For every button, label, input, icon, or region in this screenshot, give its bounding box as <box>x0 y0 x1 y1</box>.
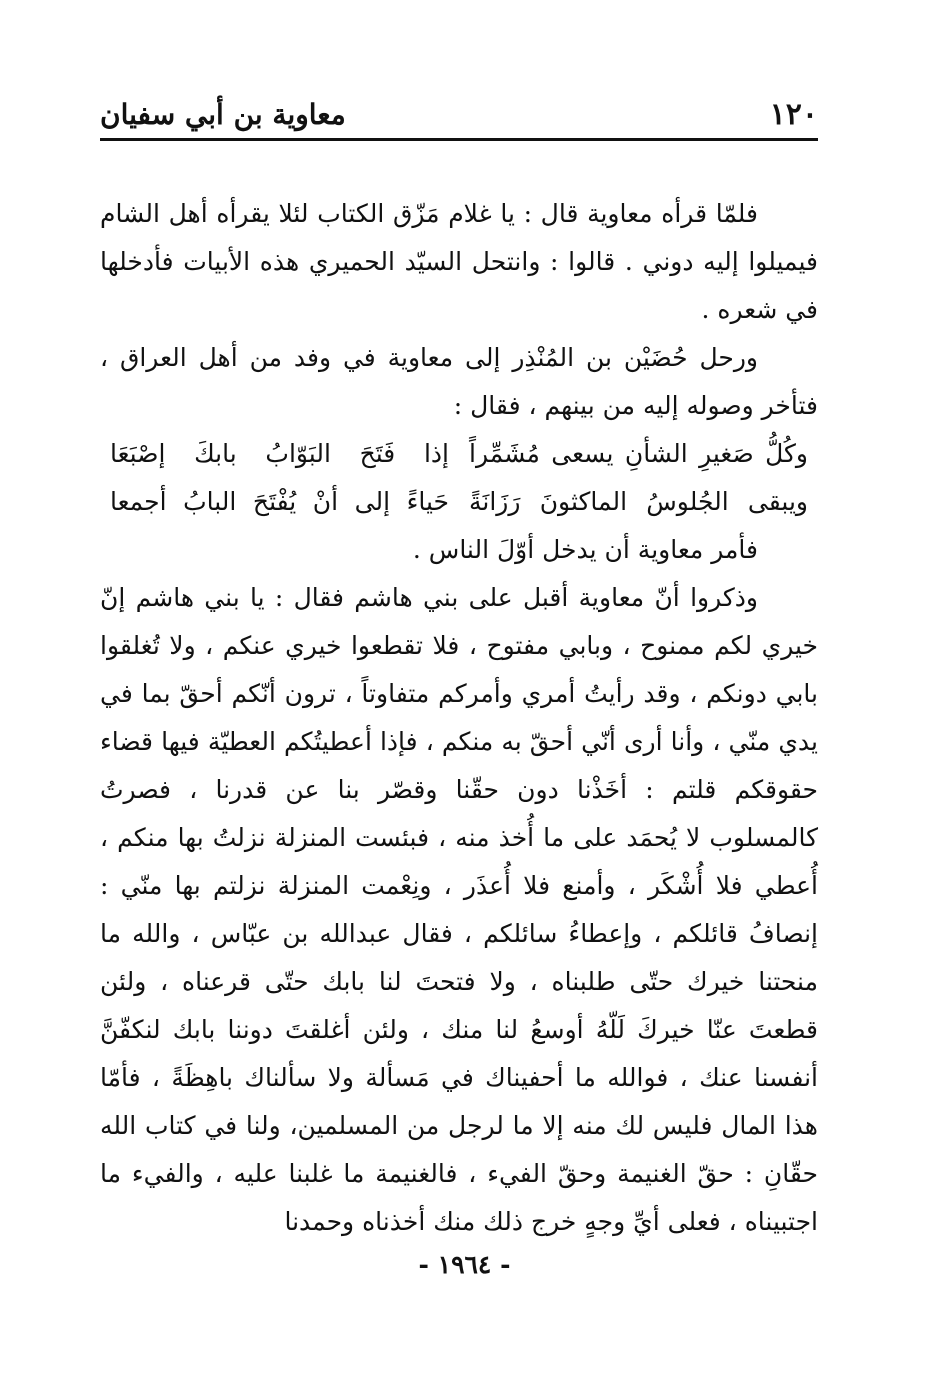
verse-line-2 <box>100 478 818 526</box>
paragraph-2: ورحل حُضَيْن بن المُنْذِر إلى معاوية في وفد من أهل العراق ، فتأخر وصوله إليه من بينهم ، فقال : <box>100 343 818 420</box>
verse-line-1 <box>100 430 818 478</box>
verse-1-first-hemistich: وكُلُّ صَغيرِ الشأنِ يسعى مُشَمِّراً <box>469 439 808 468</box>
main-text <box>100 190 818 1246</box>
page-header <box>100 92 818 136</box>
verse-1-second-hemistich: إذا فَتَحَ البَوّابُ بابكَ إصْبَعَا <box>110 439 449 468</box>
paragraph-1: فلمّا قرأه معاوية قال : يا غلام مَزّق الكتاب لئلا يقرأه أهل الشام فيميلوا إليه دوني . قالوا : وانتحل السيّد الحميري هذه الأبيات فأدخلها في شعره . <box>100 199 818 324</box>
paragraph-4: وذكروا أنّ معاوية أقبل على بني هاشم فقال : يا بني هاشم إنّ خيري لكم ممنوح ، وبابي مفتوح ، فلا تقطعوا خيري عنكم ، ولا تُغلقوا بابي دونكم ، وقد رأيتُ أمري وأمركم متفاوتاً ، ترون أنّكم أحقّ بما في يدي منّي ، وأنا أرى أنّي أحقّ به منكم ، فإذا أعطيتُكم العطيّة فيها قضاء حقوقكم قلتم : أخَذْنا دون حقّنا وقصّر بنا عن قدرنا ، فصرتُ كالمسلوب لا يُحمَد على ما أُخذ منه ، فبئست المنزلة نزلتُ بها منكم ، أُعطي فلا أُشْكَر ، وأمنع فلا أُعذَر ، ونِعْمت المنزلة نزلتم بها منّي : إنصافُ قائلكم ، وإعطاءُ سائلكم ، فقال عبدالله بن عبّاس ، والله ما منحتنا خيرك حتّى طلبناه ، ولا فتحتَ لنا بابك حتّى قرعناه ، ولئن قطعتَ عنّا خيركَ لَلّهُ أوسعُ لنا منك ، ولئن أغلقتَ دوننا بابك لنكفّنَّ أنفسنا عنك ، فوالله ما أحفيناك في مَسألة ولا سألناك باهِظَةً ، فأمّا هذا المال فليس لك منه إلا ما لرجل من المسلمين، ولنا في كتاب الله حقّانِ : حقّ الغنيمة وحقّ الفيء ، فالغنيمة ما غلبنا عليه ، والفيء ما اجتبيناه ، فعلى أيِّ وجهٍ خرج ذلك منك أخذناه وحمدنا <box>100 583 818 1236</box>
paragraph-3: فأمر معاوية أن يدخل أوّلَ الناس . <box>412 535 758 564</box>
page-footer-number: - ١٩٦٤ - <box>418 1250 511 1279</box>
running-title: معاوية بن أبي سفيان <box>100 97 346 131</box>
header-rule <box>100 138 818 141</box>
verse-2-second-hemistich: حَياءً إلى أنْ يُفْتَحَ البابُ أجمعا <box>110 487 449 516</box>
verse-2-first-hemistich: ويبقى الجُلوسُ الماكثونَ رَزَانَةً <box>469 487 808 516</box>
page-number: ١٢٠ <box>769 96 818 132</box>
